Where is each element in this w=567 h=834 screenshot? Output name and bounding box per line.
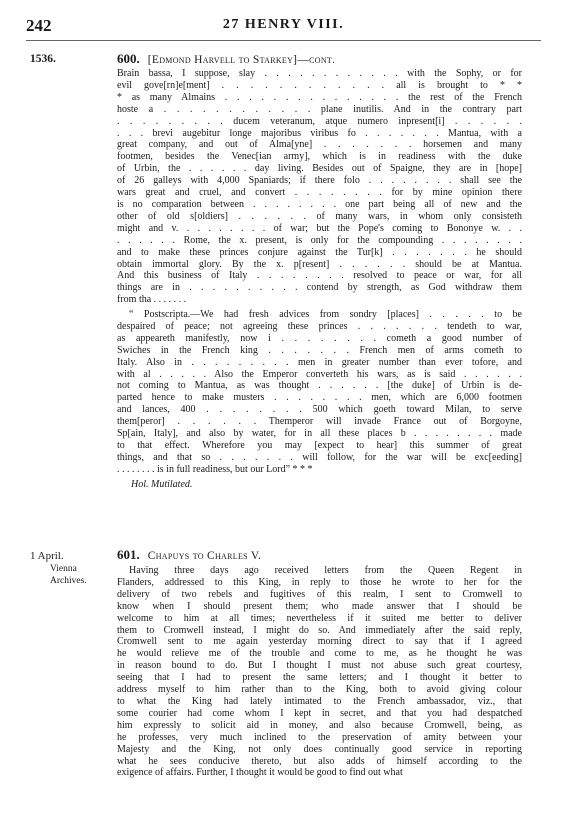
text-line: with al . . . . . Also the Emperor converteth his wars, as is said . . . . . . (117, 368, 522, 380)
text-line: of 26 galleys with 4,000 Spaniards; if there folo . . . . . . . . shall see the (117, 175, 522, 187)
text-line: seeing that I had to present the same letters; and I thought it better to (117, 672, 522, 684)
page-number: 242 (26, 16, 52, 35)
text-line: . . . . . . . . is in full readiness, but our Lord” * * * (117, 463, 313, 475)
text-line: Sp[ain, Italy], and also by water, for in all these places b . . . . . . . . made (117, 428, 522, 440)
text-line: know when I should present them; who made answer that I should be (117, 600, 522, 612)
text-line: obtain immortal glory. By the x. p[resent] . . . . . . should be at Mantua. (117, 258, 522, 270)
text-line: and to make these princes conjure against the Tur[k] . . . . . . . he should (117, 246, 522, 258)
text-line: to that effect. Wherefore you may [expect to hear] this summer of great (117, 439, 522, 451)
text-line: and lances, 400 . . . . . . . . 500 which goeth toward Milan, to serve (117, 404, 522, 416)
text-line: some courier had come whom I kept in secret, and that you had despatched (117, 707, 522, 719)
text-line: Having three days ago received letters from the Queen Regent in (129, 565, 522, 576)
text-line: Brain bassa, I suppose, slay . . . . . . . . . . . . with the Sophy, or for (117, 68, 522, 79)
margin-date: 1 April. (30, 550, 64, 562)
text-line: other of old s[oldiers] . . . . . . of many wars, in whom only consisteth (117, 210, 522, 222)
text-line: evil gove[rn]e[ment] . . . . . . . . . . . . all is brought to * * (117, 79, 522, 91)
entry-title: Chapuys to Charles V. (147, 550, 262, 562)
text-line: from tha . . . . . . . (117, 294, 187, 306)
text-line: hoste a . . . . . . . . . . . . plane inutilis. And in the contrary part (117, 103, 522, 115)
text-line: in reason bound to do. But I thought I must not abuse such great courtesy, (117, 660, 522, 672)
text-line: Swiches in the French king . . . . . . . French men of arms cometh to (117, 344, 522, 356)
editorial-note: Hol. Mutilated. (131, 479, 193, 490)
text-line: them to Cromwell instead, I might do so. And immediately after the said reply, (117, 624, 522, 636)
text-line: to what the King had lately intimated to the French ambassador, viz., that (117, 695, 522, 707)
text-line: despaired of peace; not agreeing these princes . . . . . . . tendeth to war, (117, 320, 522, 332)
text-line: welcome to him at all times; nevertheless if it suited me better to deliver (117, 612, 522, 624)
text-line: things, and that so . . . . . . . will follow, for the war will be exc[eeding] (117, 451, 522, 463)
text-line: he would relieve me of the trouble and come to me, as he thought he was (117, 648, 522, 660)
text-line: . . . . . . . . . ducem veteranum, atque numero inpresent[i] . . . . . . (117, 115, 522, 127)
text-line: “ Postscripta.—We had fresh advices from sondry [places] . . . . . to be (129, 309, 522, 320)
margin-year: 1536. (30, 53, 56, 65)
page-header (26, 16, 541, 41)
text-line: things are in . . . . . . . . . . contend by strength, as God withdraw them (117, 282, 522, 294)
text-line: of Urbin, the . . . . . . day living. Besides out of Spaigne, they are in [hope] (117, 163, 522, 175)
text-line: delivery of two rebels and fugitives of this realm, I sent to Cromwell to (117, 588, 522, 600)
margin-source-1: Vienna (50, 563, 77, 574)
entry-number: 601. (117, 547, 140, 562)
running-title: 27 HENRY VIII. (222, 17, 345, 32)
text-line: he professes, very much inclined to the preservation of amity between your (117, 731, 522, 743)
text-line: what he sees conducive thereto, but also adds of himself according to the (117, 755, 522, 767)
entry-601-text (117, 565, 522, 779)
entry-600-heading (117, 51, 335, 67)
margin-date-block (30, 550, 87, 588)
text-line: wars great and cruel, and convert . . . . . . . . for by mine opinion there (117, 187, 522, 199)
entry-number: 600. (117, 51, 140, 66)
text-line: . . . . . . Rome, the x. present, is only for the compounding . . . . . . . . (117, 234, 522, 246)
text-line: Flanders, addressed to this King, in reply to those he wrote to her for the (117, 576, 522, 588)
entry-600-postscript (117, 309, 522, 476)
text-line: exigence of affairs. Further, I thought it would be good to find out what (117, 767, 403, 779)
entry-title: [Edmond Harvell to Starkey]—cont. (147, 54, 336, 66)
text-line: Majesty and the King, not only does continually good service in reporting (117, 743, 522, 755)
entry-601-heading (117, 547, 261, 563)
text-line: him expressly to solicit aid in money, and also because Cromwell, being, as (117, 719, 522, 731)
text-line: footmen, besides the Venec[ian army], which is in readiness with the duke (117, 151, 522, 163)
margin-source-2: Archives. (50, 576, 87, 586)
text-line: not coming to Mantua, as was thought . . . . . . [the duke] of Urbin is de- (117, 380, 522, 392)
text-line: Italy. Also in . . . . . . . . . men in greater number than ever tofore, and (117, 356, 522, 368)
text-line: might and v. . . . . . . . . of war; but the Pope's coming to Bononye w. . . (117, 222, 522, 234)
text-line: Cromwell sent to me again yesterday morning direct to say that if I agreed (117, 636, 522, 648)
text-line: them[peror] . . . . . . Themperor will invade France out of Borgoyne, (117, 416, 522, 428)
text-line: is no comparation between . . . . . . . . one part being all of new and the (117, 198, 522, 210)
text-line: as appeareth manifestly, now i . . . . . . . . cometh a good number of (117, 332, 522, 344)
text-line: . . . brevi augebitur longe majoribus viribus fo . . . . . . . Mantua, with a (117, 127, 522, 139)
text-line: parted hence to make musters . . . . . . . . men, which are 6,000 footmen (117, 392, 522, 404)
text-line: * as many Almains . . . . . . . . . . . . . . . the rest of the French (117, 91, 522, 103)
entry-600-text (117, 68, 522, 306)
text-line: And this business of Italy . . . . . . . . resolved to peace or war, for all (117, 270, 522, 282)
text-line: address myself to him rather than to the King, both to avoid giving colour (117, 684, 522, 696)
text-line: great company, and out of Alma[yne] . . . . . . . horsemen and many (117, 139, 522, 151)
